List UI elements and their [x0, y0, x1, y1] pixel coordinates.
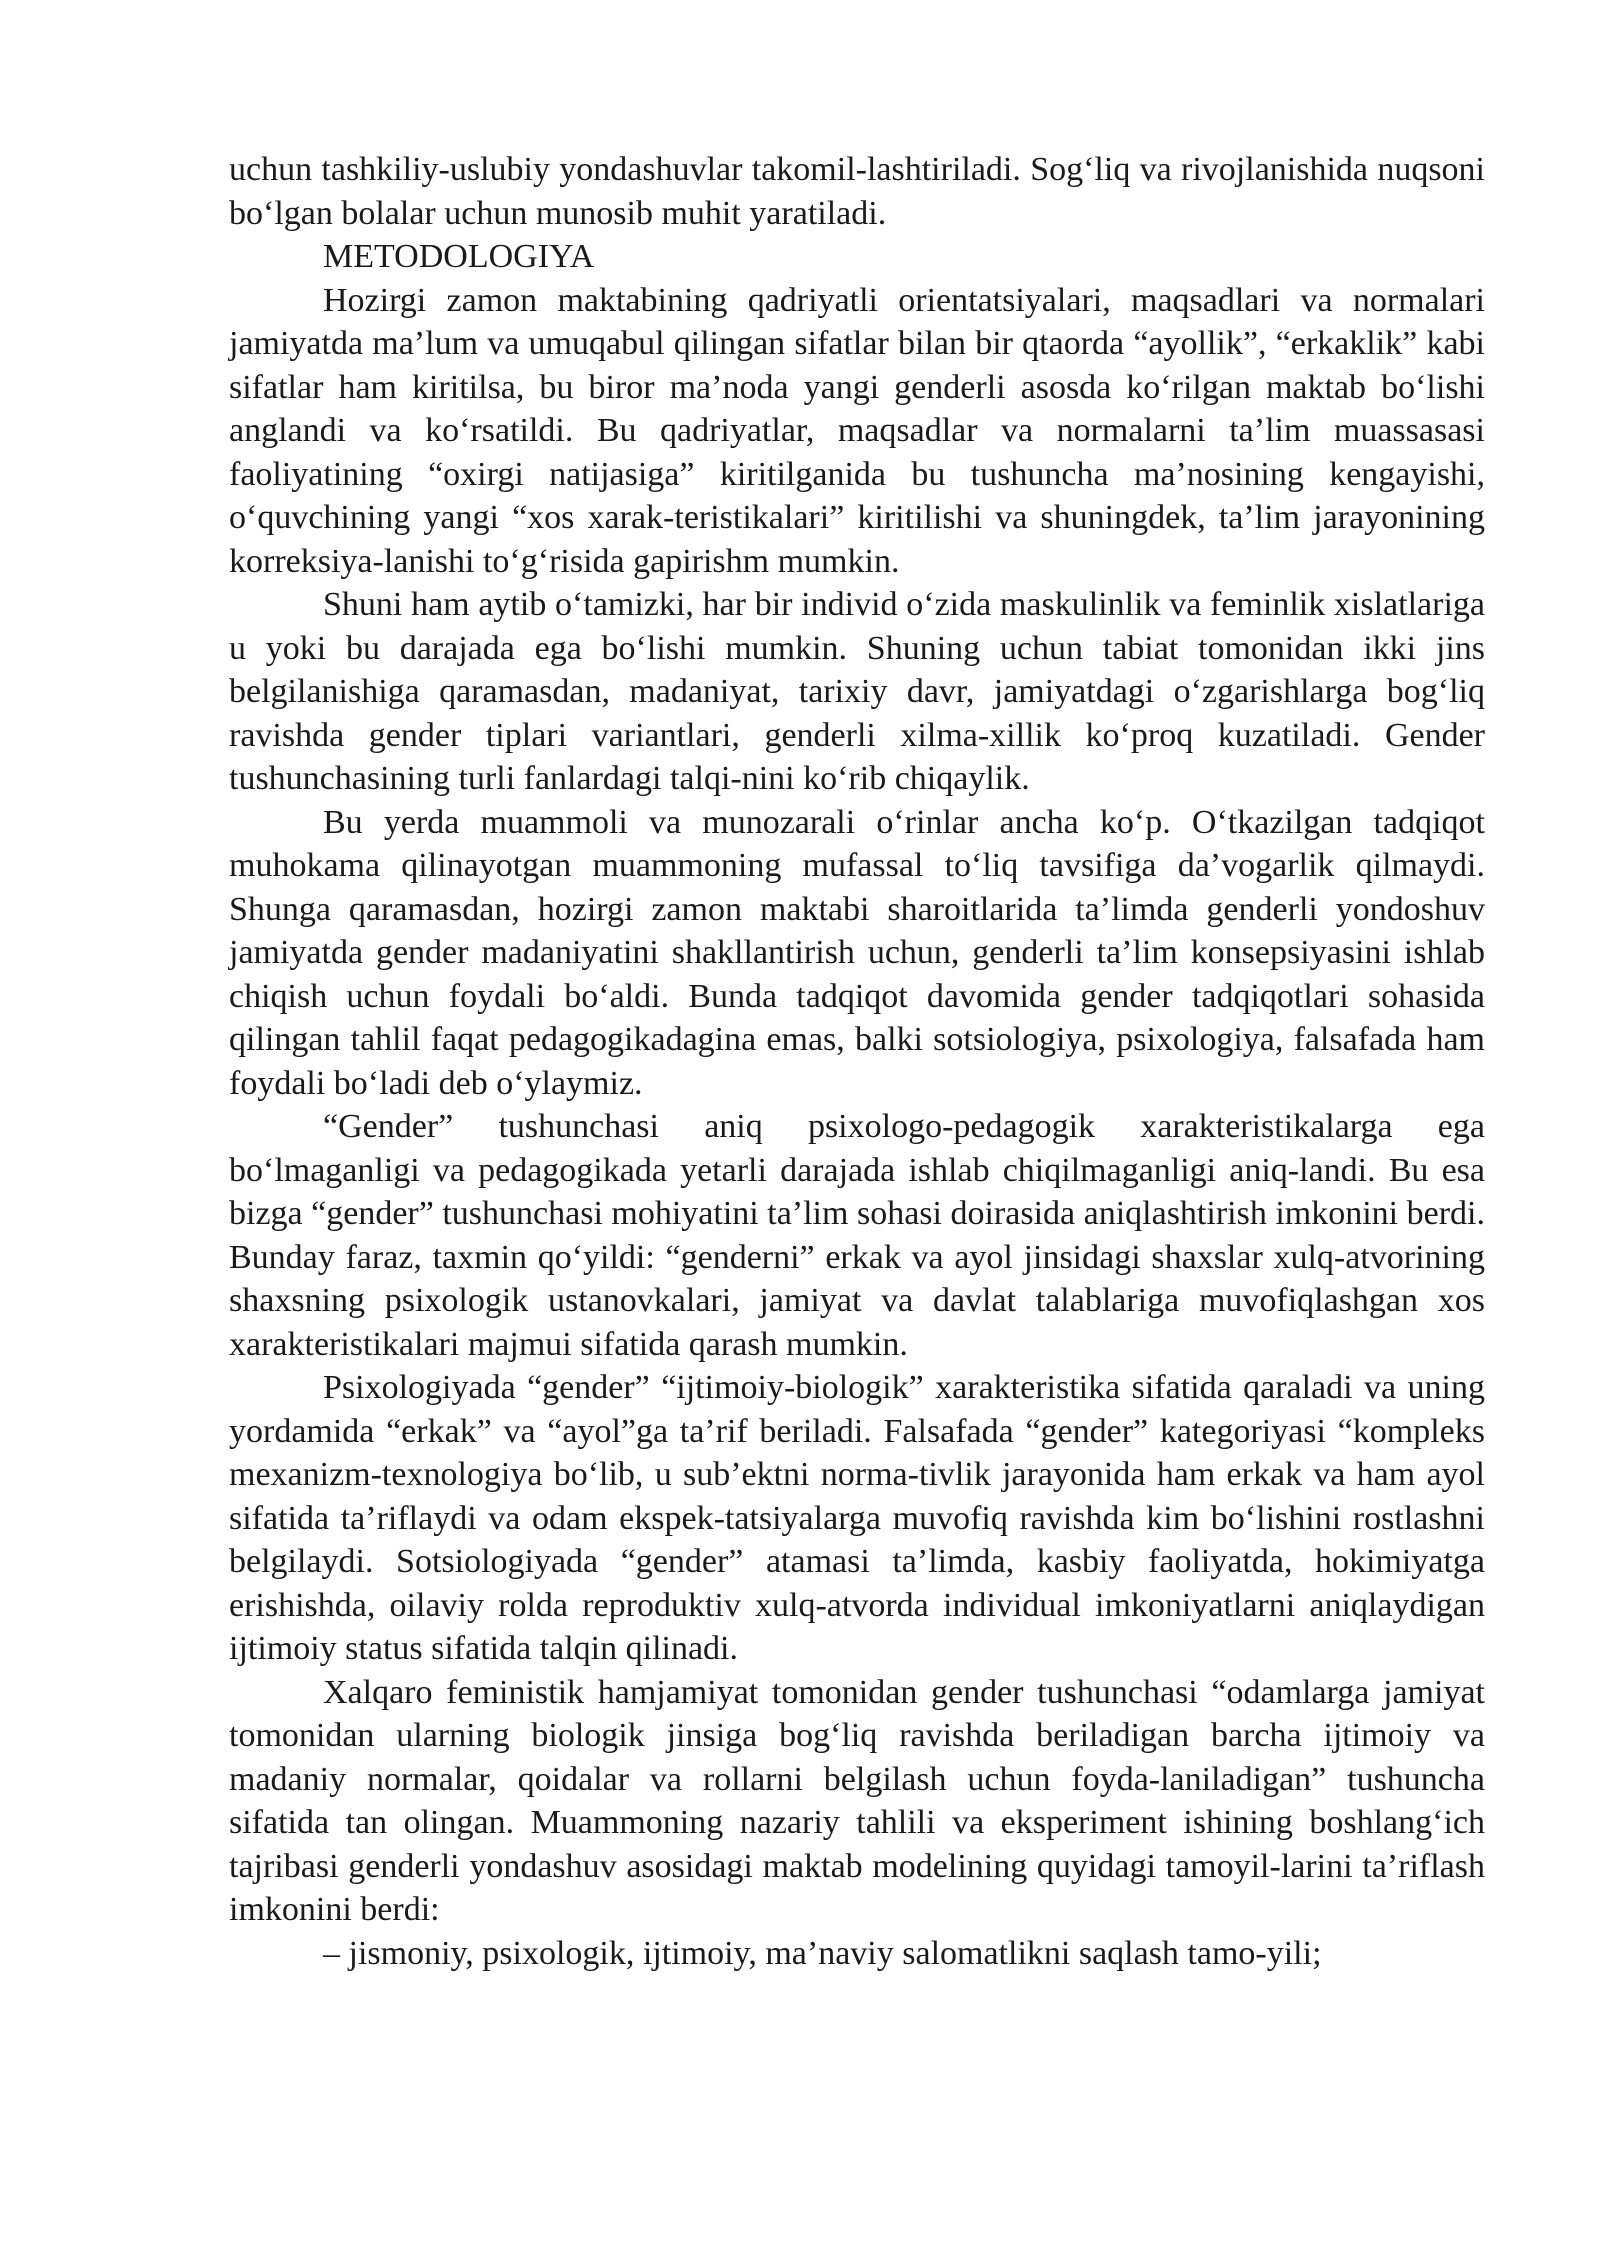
paragraph: Bu yerda muammoli va munozarali o‘rinlar ancha ko‘p. O‘tkazilgan tadqiqot muhokama qilinayotgan muammoning mufassal to‘liq tavsifiga da’vogarlik qilmaydi. Shunga qaramasdan, hozirgi zamon maktabi sharoitlarida ta’limda genderli yondoshuv jamiyatda gender madaniyatini shakllantirish uchun, genderli ta’lim konsepsiyasini ishlab chiqish uchun foydali bo‘aldi. Bunda tadqiqot davomida gender tadqiqotlari sohasida qilingan tahlil faqat pedagogikadagina emas, balki sotsiologiya, psixologiya, falsafada ham foydali bo‘ladi deb o‘ylaymiz.: [229, 803, 1485, 1102]
list-item: – jismoniy, psixologik, ijtimoiy, ma’naviy salomatlikni saqlash tamo-yili;: [323, 1934, 1322, 1972]
document-page: [229, 148, 1485, 1975]
section-heading-methodology: METODOLOGIYA: [323, 238, 595, 275]
paragraph: “Gender” tushunchasi aniq psixologo-pedagogik xarakteristikalarga ega bo‘lmaganligi va pedagogikada yetarli darajada ishlab chiqilmaganligi aniq-landi. Bu esa bizga “gender” tushunchasi mohiyatini ta’lim sohasi doirasida aniqlashtirish imkonini berdi. Bunday faraz, taxmin qo‘yildi: “genderni” erkak va ayol jinsidagi shaxslar xulq-atvorining shaxsning psixologik ustanovkalari, jamiyat va davlat talablariga muvofiqlashgan xos xarakteristikalari majmui sifatida qarash mumkin.: [229, 1108, 1485, 1363]
paragraph-intro: uchun tashkiliy-uslubiy yondashuvlar takomil-lashtiriladi. Sog‘liq va rivojlanishida nuqsoni bo‘lgan bolalar uchun munosib muhit yaratiladi.: [229, 151, 1485, 232]
paragraph: Xalqaro feministik hamjamiyat tomonidan gender tushunchasi “odamlarga jamiyat tomonidan ularning biologik jinsiga bog‘liq ravishda beriladigan barcha ijtimoiy va madaniy normalar, qoidalar va rollarni belgilash uchun foyda-laniladigan” tushuncha sifatida tan olingan. Muammoning nazariy tahlili va eksperiment ishining boshlang‘ich tajribasi genderli yondashuv asosidagi maktab modelining quyidagi tamoyil-larini ta’riflash imkonini berdi:: [229, 1673, 1485, 1928]
paragraph: Hozirgi zamon maktabining qadriyatli orientatsiyalari, maqsadlari va normalari jamiyatda ma’lum va umuqabul qilingan sifatlar bilan bir qtaorda “ayollik”, “erkaklik” kabi sifatlar ham kiritilsa, bu biror ma’noda yangi genderli asosda ko‘rilgan maktab bo‘lishi anglandi va ko‘rsatildi. Bu qadriyatlar, maqsadlar va normalarni ta’lim muassasasi faoliyatining “oxirgi natijasiga” kiritilganida bu tushuncha ma’nosining kengayishi, o‘quvchining yangi “xos xarak-teristikalari” kiritilishi va shuningdek, ta’lim jarayonining korreksiya-lanishi to‘g‘risida gapirishm mumkin.: [229, 281, 1485, 580]
paragraph: Psixologiyada “gender” “ijtimoiy-biologik” xarakteristika sifatida qaraladi va uning yordamida “erkak” va “ayol”ga ta’rif beriladi. Falsafada “gender” kategoriyasi “kompleks mexanizm-texnologiya bo‘lib, u sub’ektni norma-tivlik jarayonida ham erkak va ham ayol sifatida ta’riflaydi va odam ekspek-tatsiyalarga muvofiq ravishda kim bo‘lishini rostlashni belgilaydi. Sotsiologiyada “gender” atamasi ta’limda, kasbiy faoliyatda, hokimiyatga erishishda, oilaviy rolda reproduktiv xulq-atvorda individual imkoniyatlarni aniqlaydigan ijtimoiy status sifatida talqin qilinadi.: [229, 1369, 1485, 1667]
paragraph: Shuni ham aytib o‘tamizki, har bir individ o‘zida maskulinlik va feminlik xislatlariga u yoki bu darajada ega bo‘lishi mumkin. Shuning uchun tabiat tomonidan ikki jins belgilanishiga qaramasdan, madaniyat, tarixiy davr, jamiyatdagi o‘zgarishlarga bog‘liq ravishda gender tiplari variantlari, genderli xilma-xillik ko‘proq kuzatiladi. Gender tushunchasining turli fanlardagi talqi-nini ko‘rib chiqaylik.: [229, 586, 1485, 797]
